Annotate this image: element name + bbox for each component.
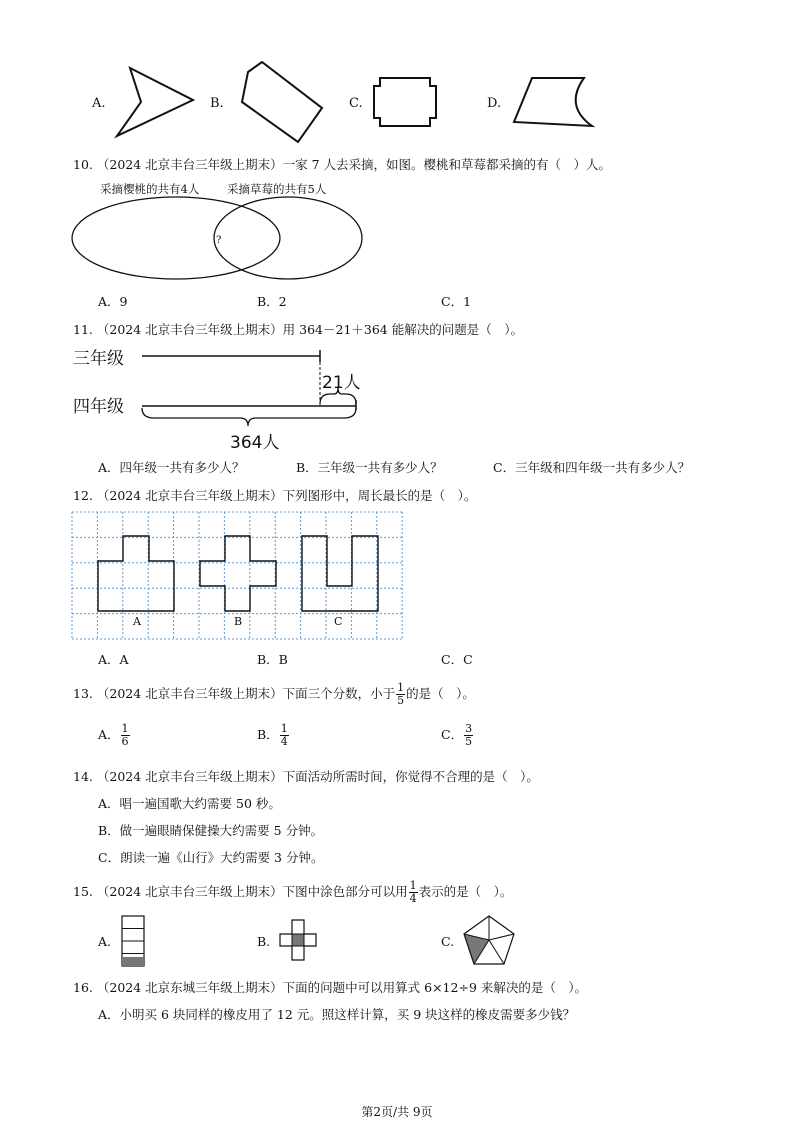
q15-figure-c-pentagon <box>461 914 517 968</box>
q13-stem: 13. （2024 北京丰台三年级上期末）下面三个分数，小于 $\frac{1}{5}$ 的是（ ）。 <box>73 681 475 707</box>
q9-shape-d-curved <box>512 76 596 130</box>
shape-a <box>98 536 174 611</box>
q12-option-b[interactable]: B．B <box>257 652 288 667</box>
q9-option-d-label: D. <box>487 96 502 111</box>
venn-ellipse-strawberry <box>214 197 362 279</box>
q13-option-b[interactable]: B． $\frac{1}{4}$ <box>257 722 288 748</box>
q13-stem-fraction: $\frac{1}{5}$ <box>397 681 405 707</box>
q15-stem-fraction: $\frac{1}{4}$ <box>409 879 417 905</box>
q13-stem-text: （2024 北京丰台三年级上期末）下面三个分数，小于 <box>96 686 396 701</box>
q11-option-c[interactable]: C．三年级和四年级一共有多少人？ <box>493 460 691 475</box>
q12-option-a[interactable]: A．A <box>98 652 129 667</box>
q13-number: 13. <box>73 686 93 701</box>
q12-stem-text: （2024 北京丰台三年级上期末）下列图形中，周长最长的是（ ）。 <box>96 488 477 503</box>
brace-bottom <box>142 408 356 426</box>
q15-number: 15. <box>73 884 93 899</box>
venn-center-mark: ? <box>216 235 222 246</box>
q10-stem <box>73 155 611 173</box>
q10-stem-text: （2024 北京丰台三年级上期末）一家 7 人去采摘，如图。樱桃和草莓都采摘的有（ ）人。 <box>96 157 612 172</box>
q9-shape-b-polygon <box>240 60 328 145</box>
q9-option-a-label: A. <box>92 96 106 111</box>
q15-stem: 15. （2024 北京丰台三年级上期末）下图中涂色部分可以用 $\frac{1}{4}$ 表示的是（ ）。 <box>73 879 513 905</box>
q11-number: 11. <box>73 322 93 337</box>
shaded-part-a <box>122 957 144 966</box>
q15-figure-a-bar <box>120 914 146 968</box>
q11-option-b[interactable]: B．三年级一共有多少人？ <box>296 460 443 475</box>
q15-option-a-label[interactable]: A. <box>98 934 112 949</box>
venn-ellipse-cherry <box>72 197 280 279</box>
venn-label-cherry: 采摘樱桃的共有4人 <box>100 182 200 196</box>
shape-b <box>200 536 276 611</box>
q15-option-c-label[interactable]: C. <box>441 934 455 949</box>
q10-option-b[interactable]: B．2 <box>257 294 287 309</box>
q14-option-c[interactable]: C．朗读一遍《山行》大约需要 3 分钟。 <box>98 850 324 865</box>
q12-stem <box>73 486 476 504</box>
segment-label-grade3: 三年级 <box>73 349 124 369</box>
shaded-part-b <box>292 934 304 946</box>
q9-option-c-label: C. <box>349 96 363 111</box>
segment-label-grade4: 四年级 <box>73 397 124 417</box>
shape-c <box>302 536 378 611</box>
q11-option-a[interactable]: A．四年级一共有多少人？ <box>98 460 245 475</box>
q13-option-c[interactable]: C． $\frac{3}{5}$ <box>441 722 473 748</box>
q10-number: 10. <box>73 157 93 172</box>
page-footer: 第2页/共 9页 <box>361 1105 433 1119</box>
q9-shape-c-cross <box>372 76 438 130</box>
q15-option-b-label[interactable]: B. <box>257 934 271 949</box>
venn-label-strawberry: 采摘草莓的共有5人 <box>227 182 327 196</box>
shape-c-label: C <box>334 615 343 628</box>
q16-number: 16. <box>73 980 93 995</box>
q15-figure-b-cross <box>278 918 318 962</box>
segment-diff-label: 21人 <box>322 373 361 393</box>
q14-stem <box>73 767 539 785</box>
q9-option-b-label: B. <box>210 96 224 111</box>
q16-stem <box>73 978 587 996</box>
segment-total-label: 364人 <box>230 433 280 453</box>
q11-stem-text: （2024 北京丰台三年级上期末）用 364－21＋364 能解决的问题是（ ）。 <box>96 322 523 337</box>
q16-stem-text: （2024 北京东城三年级上期末）下面的问题中可以用算式 6×12÷9 来解决的是（ ）。 <box>96 980 588 995</box>
q16-option-a[interactable]: A．小明买 6 块同样的橡皮用了 12 元。照这样计算，买 9 块这样的橡皮需要多少钱？ <box>98 1007 576 1022</box>
q12-option-c[interactable]: C．C <box>441 652 473 667</box>
q10-option-c[interactable]: C．1 <box>441 294 472 309</box>
q14-option-b[interactable]: B．做一遍眼睛保健操大约需要 5 分钟。 <box>98 823 324 838</box>
q13-option-a[interactable]: A． $\frac{1}{6}$ <box>98 722 129 748</box>
q15-stem-text: （2024 北京丰台三年级上期末）下图中涂色部分可以用 <box>96 884 408 899</box>
q12-number: 12. <box>73 488 93 503</box>
shape-b-label: B <box>234 615 243 628</box>
q14-number: 14. <box>73 769 93 784</box>
q14-stem-text: （2024 北京丰台三年级上期末）下面活动所需时间，你觉得不合理的是（ ）。 <box>96 769 539 784</box>
q14-option-a[interactable]: A．唱一遍国歌大约需要 50 秒。 <box>98 796 281 811</box>
q9-shape-a-arrow <box>115 66 195 138</box>
q10-option-a[interactable]: A．9 <box>98 294 128 309</box>
shape-a-label: A <box>133 615 141 628</box>
q11-stem <box>73 320 523 338</box>
